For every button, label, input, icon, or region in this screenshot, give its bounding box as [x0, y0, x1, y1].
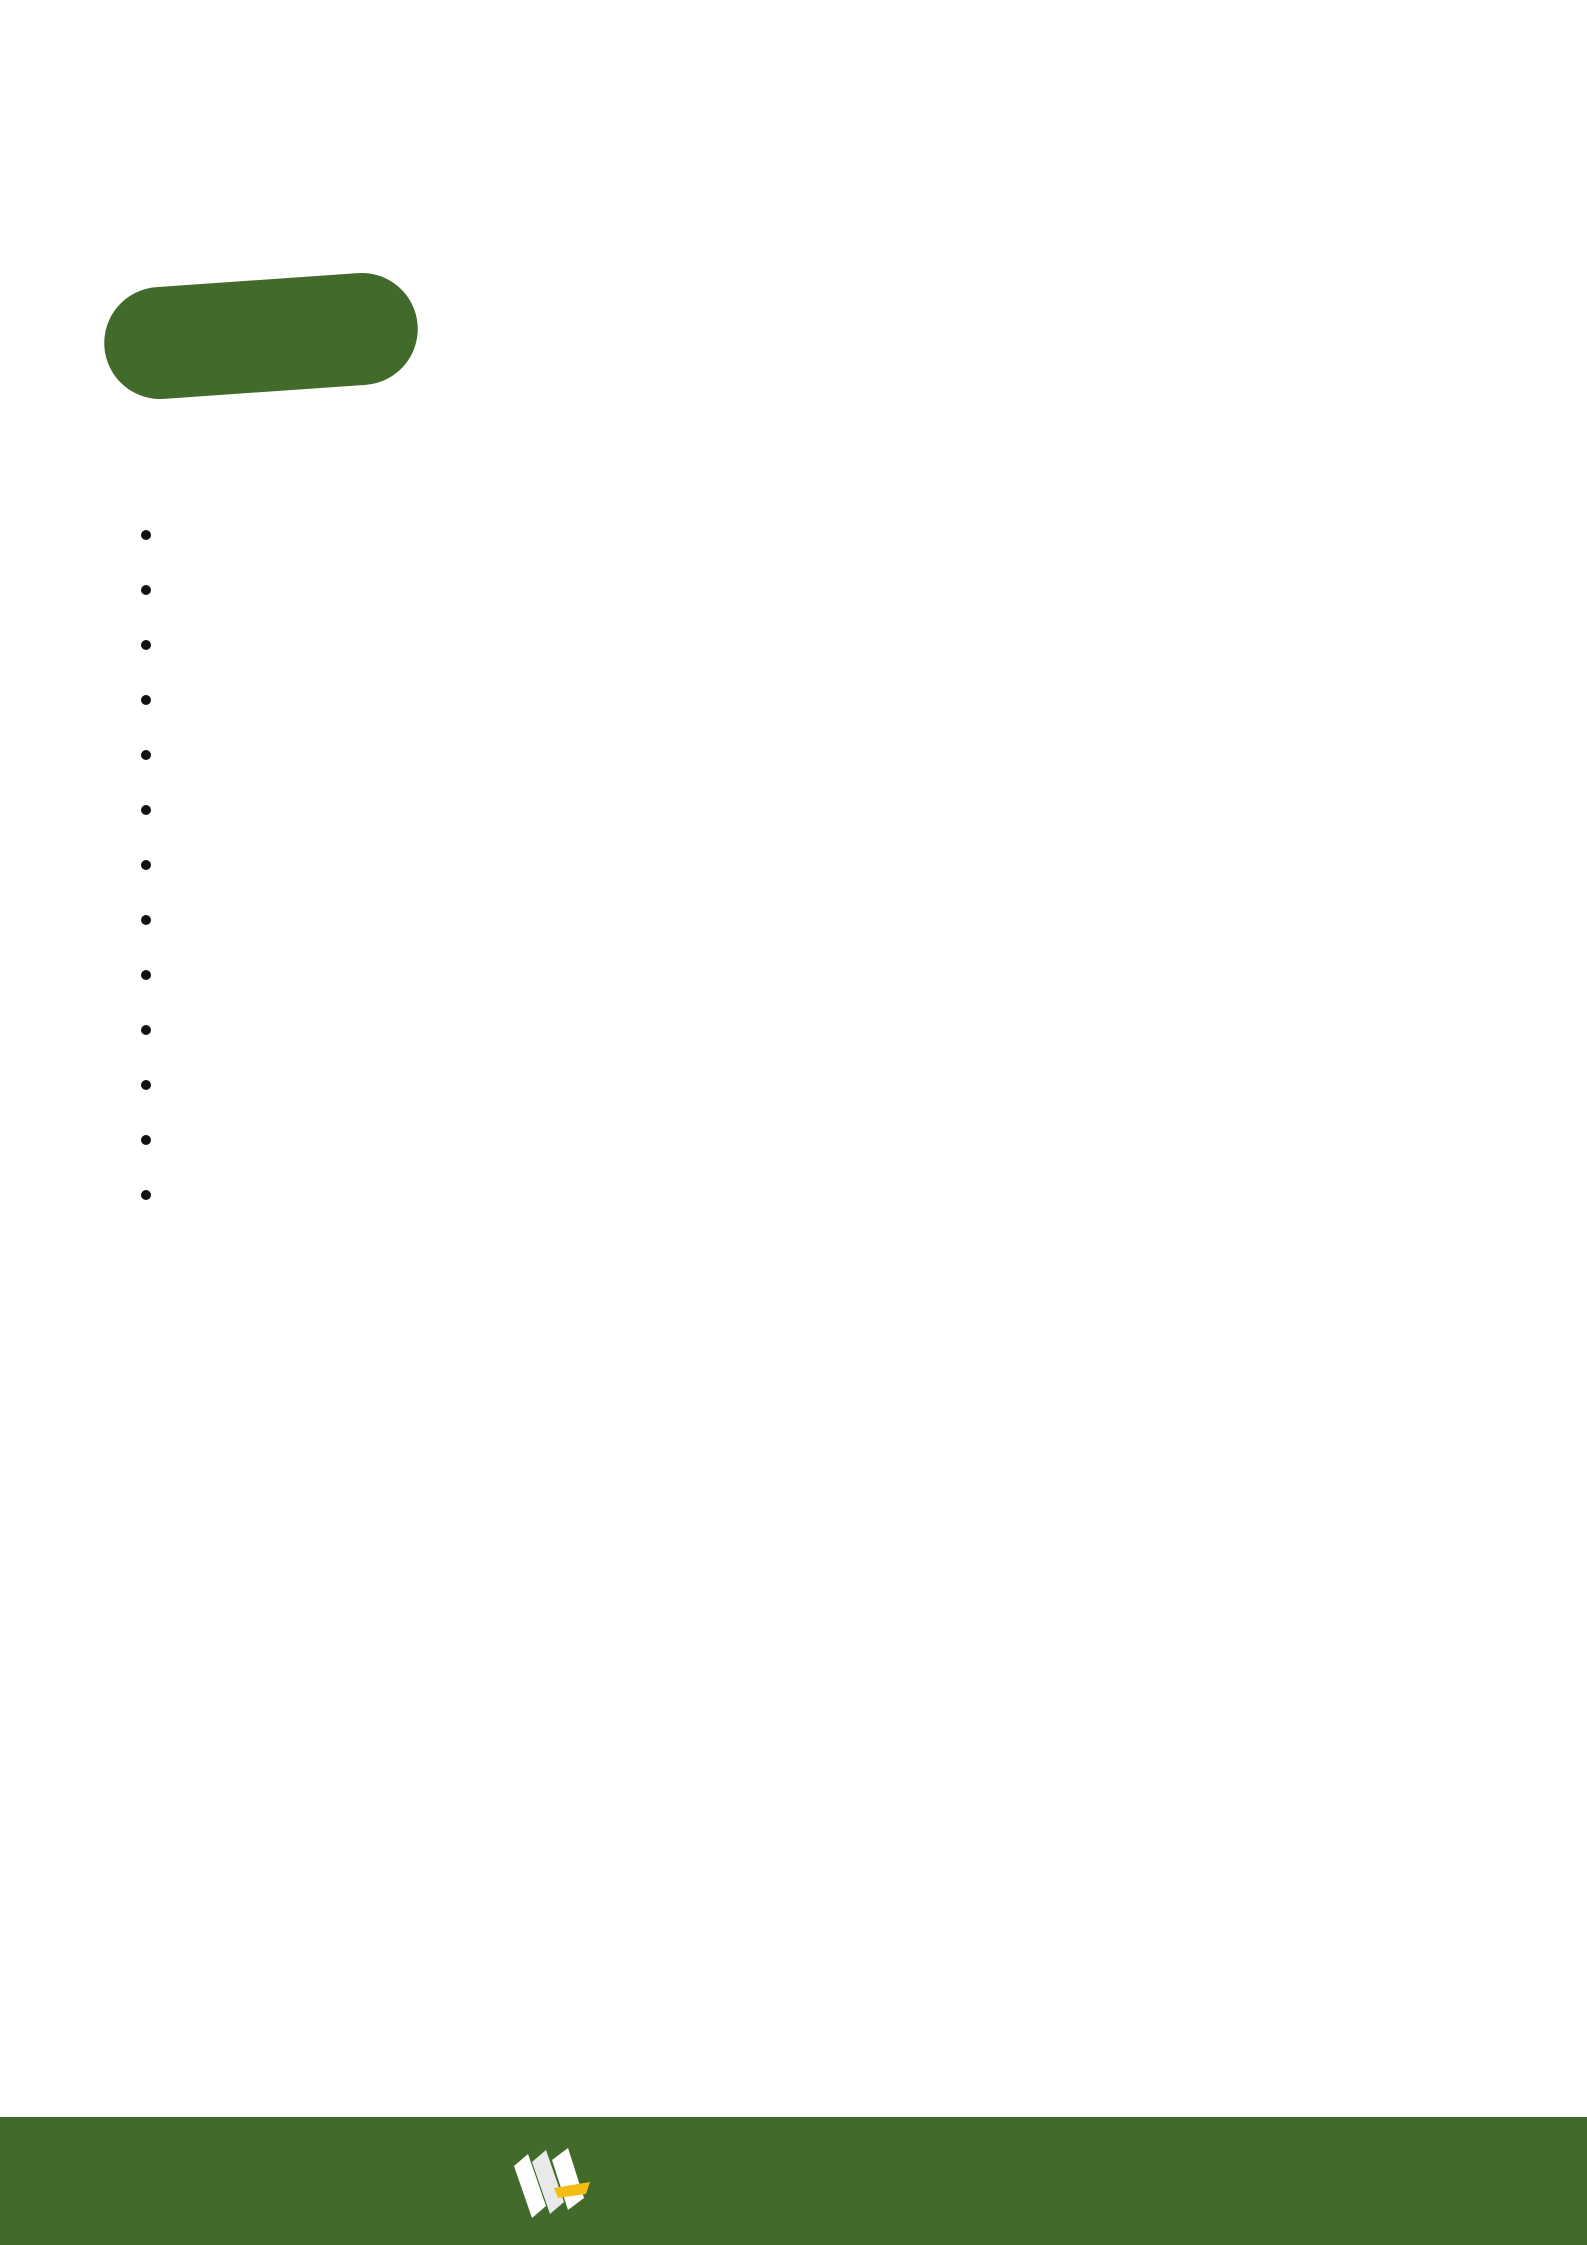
list-item — [168, 780, 1428, 835]
englishgrammar-logo-icon — [506, 2144, 592, 2222]
list-item — [168, 945, 1428, 1000]
list-item — [168, 1055, 1428, 1110]
list-item — [168, 725, 1428, 780]
about-badge — [100, 269, 421, 403]
list-item — [168, 890, 1428, 945]
brand-link[interactable] — [506, 2138, 604, 2228]
firework-top-right-icon — [990, 0, 1587, 470]
list-item — [168, 670, 1428, 725]
idiom-list — [134, 505, 1428, 1220]
list-item — [168, 615, 1428, 670]
list-item — [168, 505, 1428, 560]
list-item — [168, 835, 1428, 890]
list-item — [168, 1000, 1428, 1055]
list-item — [168, 560, 1428, 615]
list-item — [168, 1165, 1428, 1220]
footer-bar — [0, 2117, 1587, 2245]
list-item — [168, 1110, 1428, 1165]
